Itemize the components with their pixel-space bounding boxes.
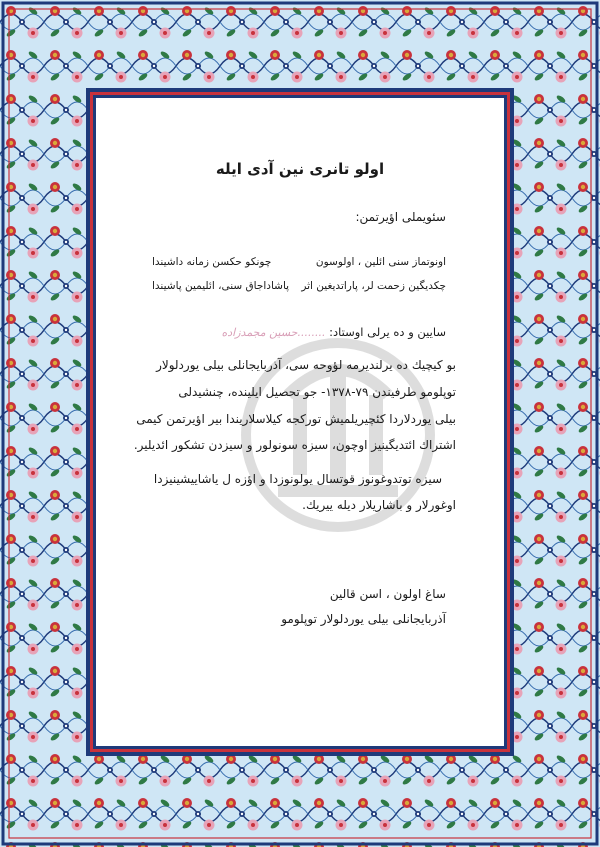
body-line-2: توپلومو طرفيندن ۷۹-۱۳۷۸- جو تحصيل ايلينده، چنشيدلى: [178, 385, 456, 399]
document-title: اولو تانرى نين آدى ايله: [215, 160, 385, 178]
closing-line-2: آذربايجانلى بيلى يوردلولار توپلومو: [281, 612, 446, 626]
greeting: سئويملى اؤيرتمن:: [355, 210, 446, 224]
body-line-4: اشتراك ائتديگينيز اوچون، سيزه سونولور و سيزدن تشكور ائديلير.: [133, 438, 456, 452]
teacher-prefix: سايين و ده يرلى اوستاد:: [329, 325, 446, 339]
poem-line-2-right: چكديگين زحمت لر، پاراتديغين اثر: [301, 280, 446, 292]
body-line-5: سيزه توتدوغونوز قوتسال يولونوزدا و اؤزه ل ياشاييشينيزدا: [153, 472, 442, 486]
teacher-name: ........حسين مجمدزاده: [221, 326, 326, 339]
poem-line-2-left: پاشاداجاق سنى، ائليمين پاشيندا: [152, 280, 290, 292]
poem-line-1-right: اونوتماز سنى ائلين ، اولوسون: [315, 256, 446, 268]
body-line-3: بيلى يوردلاردا كئچيريلميش توركجه كيلاسلاريندا بير اؤيرتمن كيمى: [136, 412, 456, 426]
certificate-panel: [98, 100, 502, 744]
body-line-6: اوغورلار و باشاريلار ديله ييريك.: [302, 498, 456, 512]
body-line-1: بو كيچيك ده يرلنديرمه لؤوحه سى، آذربايجانلى بيلى يوردلولار: [156, 358, 456, 372]
poem-line-1-left: چونكو حكسن زمانه داشيندا: [152, 256, 272, 268]
closing-line-1: ساغ اولون ، اسن قالين: [329, 587, 446, 601]
teacher-line: [222, 325, 446, 339]
